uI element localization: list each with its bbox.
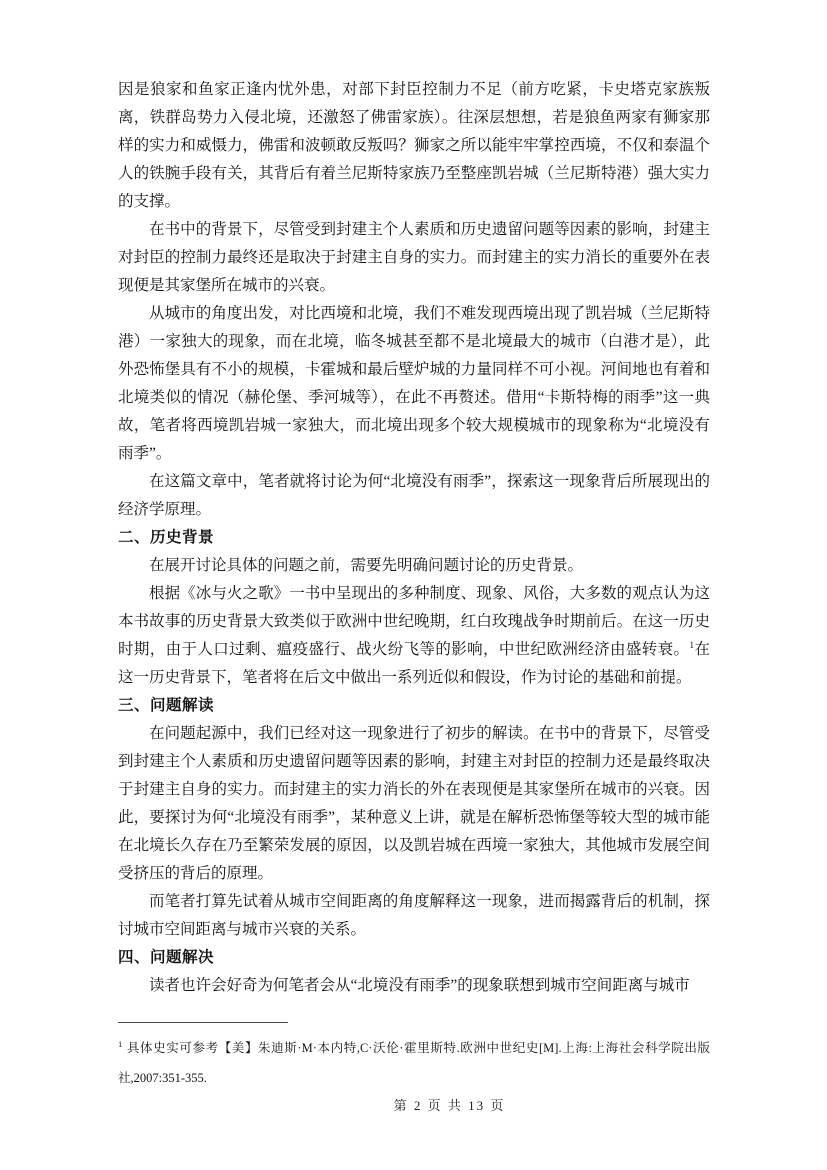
footnote-citation-text: 具体史实可参考【美】朱迪斯·M·本内特,C·沃伦·霍里斯特.欧洲中世纪史[M].上海:上海社会科学院出版社,2007:351-355. bbox=[118, 1041, 710, 1085]
paragraph-with-footnote bbox=[118, 580, 710, 692]
paragraph-text-before-footnote: 根据《冰与火之歌》一书中呈现出的多种制度、现象、风俗，大多数的观点认为这本书故事的历史背景大致类似于欧洲中世纪晚期，红白玫瑰战争时期前后。在这一历史时期，由于人口过剩、瘟疫盛行、战火纷飞等的影响，中世纪欧洲经济由盛转衰。 bbox=[118, 585, 710, 658]
section-heading-problem-solving: 四、问题解决 bbox=[118, 949, 215, 966]
paragraph: 在这篇文章中，笔者就将讨论为何“北境没有雨季”，探索这一现象背后所展现出的经济学原理。 bbox=[118, 473, 710, 518]
section-heading-problem-interpretation: 三、问题解读 bbox=[118, 697, 215, 714]
footnote-reference-mark: 1 bbox=[689, 640, 695, 651]
page-number-footer: 第 2 页 共 13 页 bbox=[393, 1098, 506, 1113]
document-body bbox=[118, 76, 710, 1000]
paragraph: 读者也许会好奇为何笔者会从“北境没有雨季”的现象联想到城市空间距离与城市 bbox=[149, 977, 690, 994]
paragraph: 在展开讨论具体的问题之前，需要先明确问题讨论的历史背景。 bbox=[149, 557, 584, 574]
paragraph: 在问题起源中，我们已经对这一现象进行了初步的解读。在书中的背景下，尽管受到封建主个人素质和历史遗留问题等因素的影响，封建主对封臣的控制力还是最终取决于封建主自身的实力。而封建主的实力消长的外在表现便是其家堡所在城市的兴衰。因此，要探讨为何“北境没有雨季”，某种意义上讲，就是在解析恐怖堡等较大型的城市能在北境长久存在乃至繁荣发展的原因，以及凯岩城在西境一家独大，其他城市发展空间受挤压的背后的原理。 bbox=[118, 725, 710, 882]
section-heading-history-background: 二、历史背景 bbox=[118, 529, 215, 546]
footnote-area bbox=[118, 1022, 710, 1093]
footnote-marker: 1 bbox=[118, 1038, 123, 1049]
footnote-separator-line bbox=[118, 1022, 288, 1023]
footnote bbox=[118, 1033, 710, 1093]
paragraph: 而笔者打算先试着从城市空间距离的角度解释这一现象，进而揭露背后的机制，探讨城市空间距离与城市兴衰的关系。 bbox=[118, 893, 710, 938]
paragraph: 从城市的角度出发，对比西境和北境，我们不难发现西境出现了凯岩城（兰尼斯特港）一家独大的现象，而在北境，临冬城甚至都不是北境最大的城市（白港才是），此外恐怖堡具有不小的规模，卡霍城和最后壁炉城的力量同样不可小视。河间地也有着和北境类似的情况（赫伦堡、季河城等），在此不再赘述。借用“卡斯特梅的雨季”这一典故，笔者将西境凯岩城一家独大，而北境出现多个较大规模城市的现象称为“北境没有雨季”。 bbox=[118, 305, 710, 462]
paragraph-continuation: 因是狼家和鱼家正逢内忧外患，对部下封臣控制力不足（前方吃紧，卡史塔克家族叛离，铁群岛势力入侵北境，还激怒了佛雷家族）。往深层想想，若是狼鱼两家有狮家那样的实力和威慑力，佛雷和波顿敢反叛吗？狮家之所以能牢牢掌控西境，不仅和泰温个人的铁腕手段有关，其背后有着兰尼斯特家族乃至整座凯岩城（兰尼斯特港）强大实力的支撑。 bbox=[118, 81, 710, 210]
paragraph: 在书中的背景下，尽管受到封建主个人素质和历史遗留问题等因素的影响，封建主对封臣的控制力最终还是取决于封建主自身的实力。而封建主的实力消长的重要外在表现便是其家堡所在城市的兴衰。 bbox=[118, 221, 710, 294]
paragraph-text-after-footnote: 在这一历史背景下，笔者将在后文中做出一系列近似和假设，作为讨论的基础和前提。 bbox=[118, 641, 710, 686]
